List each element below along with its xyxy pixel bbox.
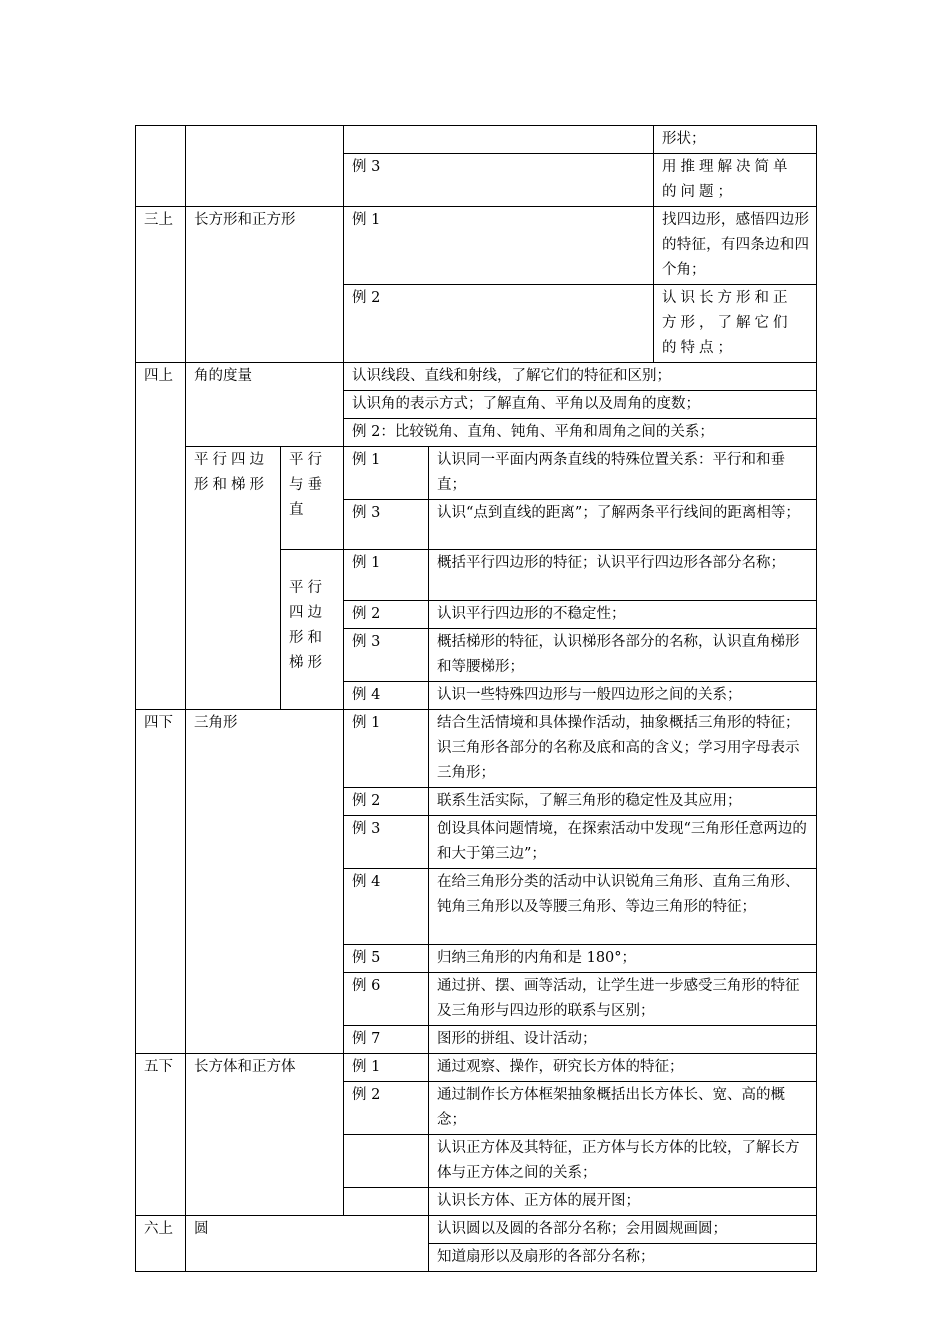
content-cell: 认识线段、直线和射线，了解它们的特征和区别； <box>344 363 817 391</box>
content-cell: 认识“点到直线的距离”；了解两条平行线间的距离相等； <box>429 500 817 550</box>
table-row <box>136 1054 817 1082</box>
unit-cell: 圆 <box>186 1216 429 1272</box>
example-label: 例 4 <box>344 869 429 945</box>
content-cell: 认识正方体及其特征，正方体与长方体的比较，了解长方体与正方体之间的关系； <box>429 1135 817 1188</box>
example-label: 例 2 <box>344 1082 429 1135</box>
example-label: 例 3 <box>344 154 654 207</box>
example-label: 例 2 <box>344 285 654 363</box>
example-label: 例 1 <box>344 207 654 285</box>
content-cell: 概括梯形的特征，认识梯形各部分的名称，认识直角梯形和等腰梯形； <box>429 629 817 682</box>
example-label: 例 1 <box>344 447 429 500</box>
grade-cell: 三上 <box>136 207 186 363</box>
unit-cell: 平行四边形和梯形 <box>186 447 281 710</box>
unit-cell: 长方体和正方体 <box>186 1054 344 1216</box>
content-cell: 认识长方形和正方形，了解它们的特点； <box>654 285 817 363</box>
content-cell: 认识角的表示方式；了解直角、平角以及周角的度数； <box>344 391 817 419</box>
example-label: 例 3 <box>344 816 429 869</box>
content-cell: 形状； <box>654 126 817 154</box>
table-row <box>136 363 817 391</box>
example-label: 例 3 <box>344 629 429 682</box>
curriculum-table <box>135 125 817 1272</box>
example-label: 例 1 <box>344 550 429 601</box>
content-cell: 认识同一平面内两条直线的特殊位置关系：平行和和垂直； <box>429 447 817 500</box>
example-label: 例 6 <box>344 973 429 1026</box>
content-cell: 联系生活实际，了解三角形的稳定性及其应用； <box>429 788 817 816</box>
example-cell-empty <box>344 126 654 154</box>
content-cell: 认识平行四边形的不稳定性； <box>429 601 817 629</box>
content-cell: 创设具体问题情境，在探索活动中发现“三角形任意两边的和大于第三边”； <box>429 816 817 869</box>
example-label: 例 7 <box>344 1026 429 1054</box>
subunit-cell: 平行四边形和梯形 <box>281 550 344 710</box>
example-label: 例 2 <box>344 788 429 816</box>
table-row <box>136 207 817 285</box>
table-row <box>136 710 817 788</box>
content-cell: 认识长方体、正方体的展开图； <box>429 1188 817 1216</box>
content-cell: 结合生活情境和具体操作活动，抽象概括三角形的特征；识三角形各部分的名称及底和高的含义；学习用字母表示三角形； <box>429 710 817 788</box>
unit-cell-empty <box>186 126 344 207</box>
grade-cell-empty <box>136 126 186 207</box>
content-cell: 找四边形，感悟四边形的特征，有四条边和四个角； <box>654 207 817 285</box>
content-cell: 通过观察、操作，研究长方体的特征； <box>429 1054 817 1082</box>
grade-cell: 六上 <box>136 1216 186 1272</box>
content-cell: 知道扇形以及扇形的各部分名称； <box>429 1244 817 1272</box>
content-cell: 用推理解决简单的问题； <box>654 154 817 207</box>
table-row <box>136 1216 817 1244</box>
content-cell: 图形的拼组、设计活动； <box>429 1026 817 1054</box>
unit-cell: 三角形 <box>186 710 344 1054</box>
grade-cell: 五下 <box>136 1054 186 1216</box>
example-label: 例 1 <box>344 710 429 788</box>
example-label-empty <box>344 1188 429 1216</box>
unit-cell: 角的度量 <box>186 363 344 447</box>
table-row <box>136 126 817 154</box>
example-label: 例 2 <box>344 601 429 629</box>
content-cell: 认识圆以及圆的各部分名称；会用圆规画圆； <box>429 1216 817 1244</box>
content-cell: 认识一些特殊四边形与一般四边形之间的关系； <box>429 682 817 710</box>
content-cell: 例 2：比较锐角、直角、钝角、平角和周角之间的关系； <box>344 419 817 447</box>
content-cell: 概括平行四边形的特征；认识平行四边形各部分名称； <box>429 550 817 601</box>
example-label: 例 5 <box>344 945 429 973</box>
example-label: 例 1 <box>344 1054 429 1082</box>
example-label-empty <box>344 1135 429 1188</box>
table-row <box>136 447 817 500</box>
subunit-cell: 平行与垂直 <box>281 447 344 550</box>
example-label: 例 4 <box>344 682 429 710</box>
grade-cell: 四下 <box>136 710 186 1054</box>
content-cell: 通过制作长方体框架抽象概括出长方体长、宽、高的概念； <box>429 1082 817 1135</box>
example-label: 例 3 <box>344 500 429 550</box>
grade-cell: 四上 <box>136 363 186 710</box>
unit-cell: 长方形和正方形 <box>186 207 344 363</box>
content-cell: 通过拼、摆、画等活动，让学生进一步感受三角形的特征及三角形与四边形的联系与区别； <box>429 973 817 1026</box>
content-cell: 在给三角形分类的活动中认识锐角三角形、直角三角形、钝角三角形以及等腰三角形、等边三角形的特征； <box>429 869 817 945</box>
content-cell: 归纳三角形的内角和是 180°； <box>429 945 817 973</box>
